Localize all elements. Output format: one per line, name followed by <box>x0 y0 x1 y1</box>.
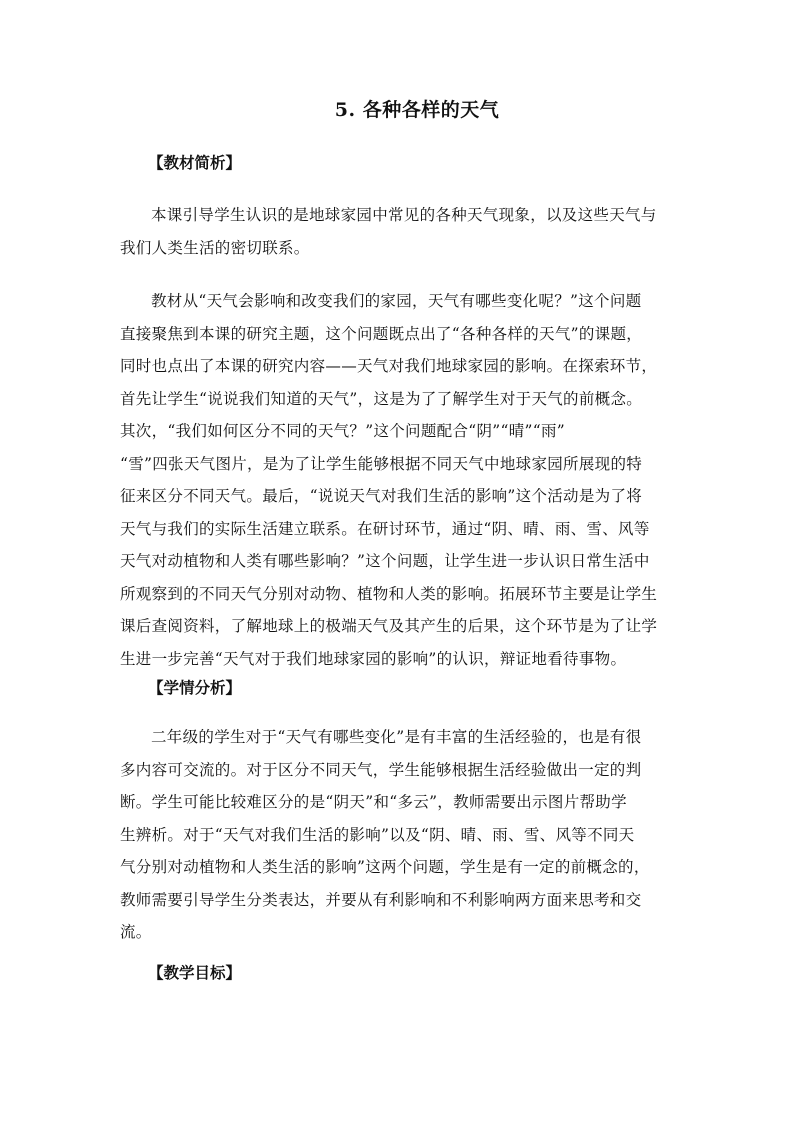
paragraph-line: 课后查阅资料，了解地球上的极端天气及其产生的后果，这个环节是为了让学 <box>120 617 658 635</box>
section-heading-learner-analysis: 【学情分析】 <box>148 678 242 697</box>
paragraph-line: 直接聚焦到本课的研究主题，这个问题既点出了“各种各样的天气”的课题， <box>120 324 643 343</box>
paragraph-line: “雪”四张天气图片，是为了让学生能够根据不同天气中地球家园所展现的特 <box>120 454 643 473</box>
paragraph-line: 本课引导学生认识的是地球家园中常见的各种天气现象，以及这些天气与 <box>151 206 657 224</box>
paragraph-line: 生进一步完善“天气对于我们地球家园的影响”的认识，辩证地看待事物。 <box>120 649 627 668</box>
paragraph-line: 教师需要引导学生分类表达，并要从有利影响和不利影响两方面来思考和交 <box>120 890 642 909</box>
paragraph-textbook-intro <box>120 199 680 264</box>
paragraph-line: 教材从“天气会影响和改变我们的家园，天气有哪些变化呢？”这个问题 <box>151 292 642 310</box>
paragraph-textbook-details <box>120 285 680 675</box>
paragraph-line: 首先让学生“说说我们知道的天气”，这是为了了解学生对于天气的前概念。 <box>120 389 643 408</box>
paragraph-line: 流。 <box>120 923 152 941</box>
document-title: 5. 各种各样的天气 <box>334 99 500 121</box>
section-heading-textbook-analysis: 【教材简析】 <box>148 153 242 172</box>
paragraph-line: 断。学生可能比较难区分的是“阴天”和“多云”，教师需要出示图片帮助学 <box>120 793 627 811</box>
paragraph-line: 所观察到的不同天气分别对动物、植物和人类的影响。拓展环节主要是让学生 <box>120 584 658 603</box>
paragraph-line: 其次，“我们如何区分不同的天气？”这个问题配合“阴”“晴”“雨” <box>120 422 565 440</box>
section-heading-teaching-objectives: 【教学目标】 <box>148 963 242 982</box>
paragraph-line: 我们人类生活的密切联系。 <box>120 238 310 257</box>
paragraph-learner-analysis <box>120 721 680 949</box>
paragraph-line: 二年级的学生对于“天气有哪些变化”是有丰富的生活经验的，也是有很 <box>151 728 642 746</box>
paragraph-line: 天气与我们的实际生活建立联系。在研讨环节，通过“阴、晴、雨、雪、风等 <box>120 519 650 538</box>
paragraph-line: 多内容可交流的。对于区分不同天气，学生能够根据生活经验做出一定的判 <box>120 760 642 779</box>
paragraph-line: 生辨析。对于“天气对我们生活的影响”以及“阴、晴、雨、雪、风等不同天 <box>120 825 635 844</box>
paragraph-line: 天气对动植物和人类有哪些影响？”这个问题，让学生进一步认识日常生活中 <box>120 552 650 570</box>
paragraph-line: 同时也点出了本课的研究内容——天气对我们地球家园的影响。在探索环节， <box>120 357 658 375</box>
paragraph-line: 气分别对动植物和人类生活的影响”这两个问题，学生是有一定的前概念的， <box>120 858 650 876</box>
paragraph-line: 征来区分不同天气。最后，“说说天气对我们生活的影响”这个活动是为了将 <box>120 487 643 505</box>
